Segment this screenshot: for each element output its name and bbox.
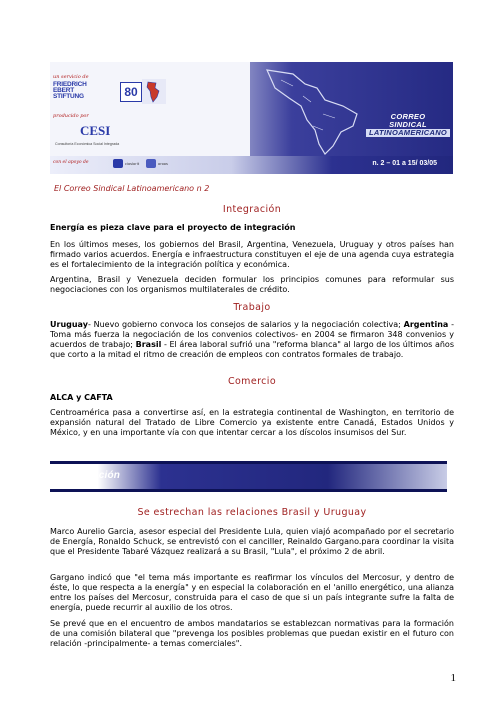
masthead-top: [50, 62, 453, 156]
trabajo-text-1: - Nuevo gobierno convoca los consejos de salarios y la negociación colectiva;: [87, 320, 401, 329]
sponsor2-label: oroos: [158, 162, 168, 166]
correo-sindical-title: CORREO SINDICAL LATINOAMERICANO: [366, 113, 450, 137]
page-number: 1: [450, 672, 456, 684]
apoyo-label: con el apoyo de: [53, 160, 89, 165]
trabajo-text-3: - El área laboral sufrió una "reforma blanca" al largo de los últimos años que corto a la mitad el ritmo de creación de empleos con contratos formales de trabajo.: [50, 340, 454, 359]
comercio-paragraph: Centroamérica pasa a convertirse así, en la estrategia continental de Washington, en territorio de expansión natural del Tratado de Libre Comercio ya existente entre Canadá, Estados Unidos y México, y en una importante vía con que intentar cercar a los díscolos insumisos del Sur.: [50, 408, 454, 437]
trabajo-uruguay: Uruguay: [50, 320, 88, 329]
sponsor1-logo-icon: [113, 159, 123, 168]
masthead-banner: [50, 62, 453, 177]
trabajo-paragraph: [50, 320, 454, 360]
integracion-subheading: Energía es pieza clave para el proyecto de integración: [50, 223, 296, 232]
fes-logo: FRIEDRICH EBERT STIFTUNG: [53, 81, 87, 100]
integracion-banner: [50, 461, 447, 492]
sponsor2-logo-icon: [146, 159, 156, 168]
sponsor1-label: cioslorit: [125, 162, 140, 166]
integracion-banner-label: Integración: [64, 470, 121, 481]
servicio-label: un servicio de: [53, 74, 89, 80]
producido-label: producido por: [53, 113, 89, 119]
integracion-paragraph-1: En los últimos meses, los gobiernos del Brasil, Argentina, Venezuela, Uruguay y otros países han firmado varios acuerdos. Energía e infraestructura constituyen el eje de una agenda cuya estrategia es el fortalecimiento de la integración política y económica.: [50, 240, 454, 269]
comercio-heading: Comercio: [227, 376, 277, 387]
document-title: El Correo Sindical Latinoamericano n 2: [54, 184, 210, 193]
banner-top-stripe: [50, 461, 447, 464]
article-paragraph-3: Se prevé que en el encuentro de ambos mandatarios se establezcan normativas para la formación de una comisión bilateral que "prevenga los posibles problemas que puedan existir en el futuro con relación -principalmente- a temas comerciales".: [50, 619, 454, 648]
small-map-icon: [142, 79, 166, 104]
trabajo-heading: Trabajo: [233, 302, 271, 313]
article-paragraph-2: Gargano indicó que "el tema más importante es reafirmar los vínculos del Mercosur, y dentro de éste, lo que respecta a la energía" y en especial la colaboración en el 'anillo energético, una alianza entre los países del Mercosur, construida para el caso de que si un país integrante sufre la falta de energía, puede recurrir al auxilio de los otros.: [50, 573, 454, 612]
latin-america-map-icon: [253, 66, 373, 156]
article-title: Se estrechan las relaciones Brasil y Uruguay: [137, 507, 367, 518]
trabajo-argentina: Argentina: [403, 320, 449, 329]
integracion-paragraph-2: Argentina, Brasil y Venezuela deciden formular los principios comunes para reformular sus negociaciones con los organismos multilaterales de crédito.: [50, 275, 454, 294]
issue-number: n. 2 – 01 a 15/ 03/05: [372, 160, 437, 167]
masthead-bar: [50, 156, 453, 174]
integracion-heading: Integración: [222, 204, 282, 215]
anniversary-80-logo: 80: [120, 82, 142, 102]
cesi-subtitle: Consultoría Económica Social Integrada: [55, 142, 120, 146]
comercio-subheading: ALCA y CAFTA: [50, 393, 113, 402]
article-paragraph-1: Marco Aurelio Garcia, asesor especial del Presidente Lula, quien viajó acompañado por el secretario de Energía, Ronaldo Schuck, se entrevistó con el canciller, Reinaldo Gargano.para coordinar la visita que el Presidente Tabaré Vázquez realizará a su Brasil, "Lula", el próximo 2 de abril.: [50, 527, 454, 556]
banner-bottom-stripe: [50, 489, 447, 492]
trabajo-text-2: - Toma más fuerza la negociación de los convenios colectivos- en 2004 se firmaron 348 convenios y acuerdos de trabajo;: [50, 320, 454, 349]
trabajo-brasil: Brasil: [135, 340, 162, 349]
cesi-logo: CESI: [80, 123, 111, 138]
